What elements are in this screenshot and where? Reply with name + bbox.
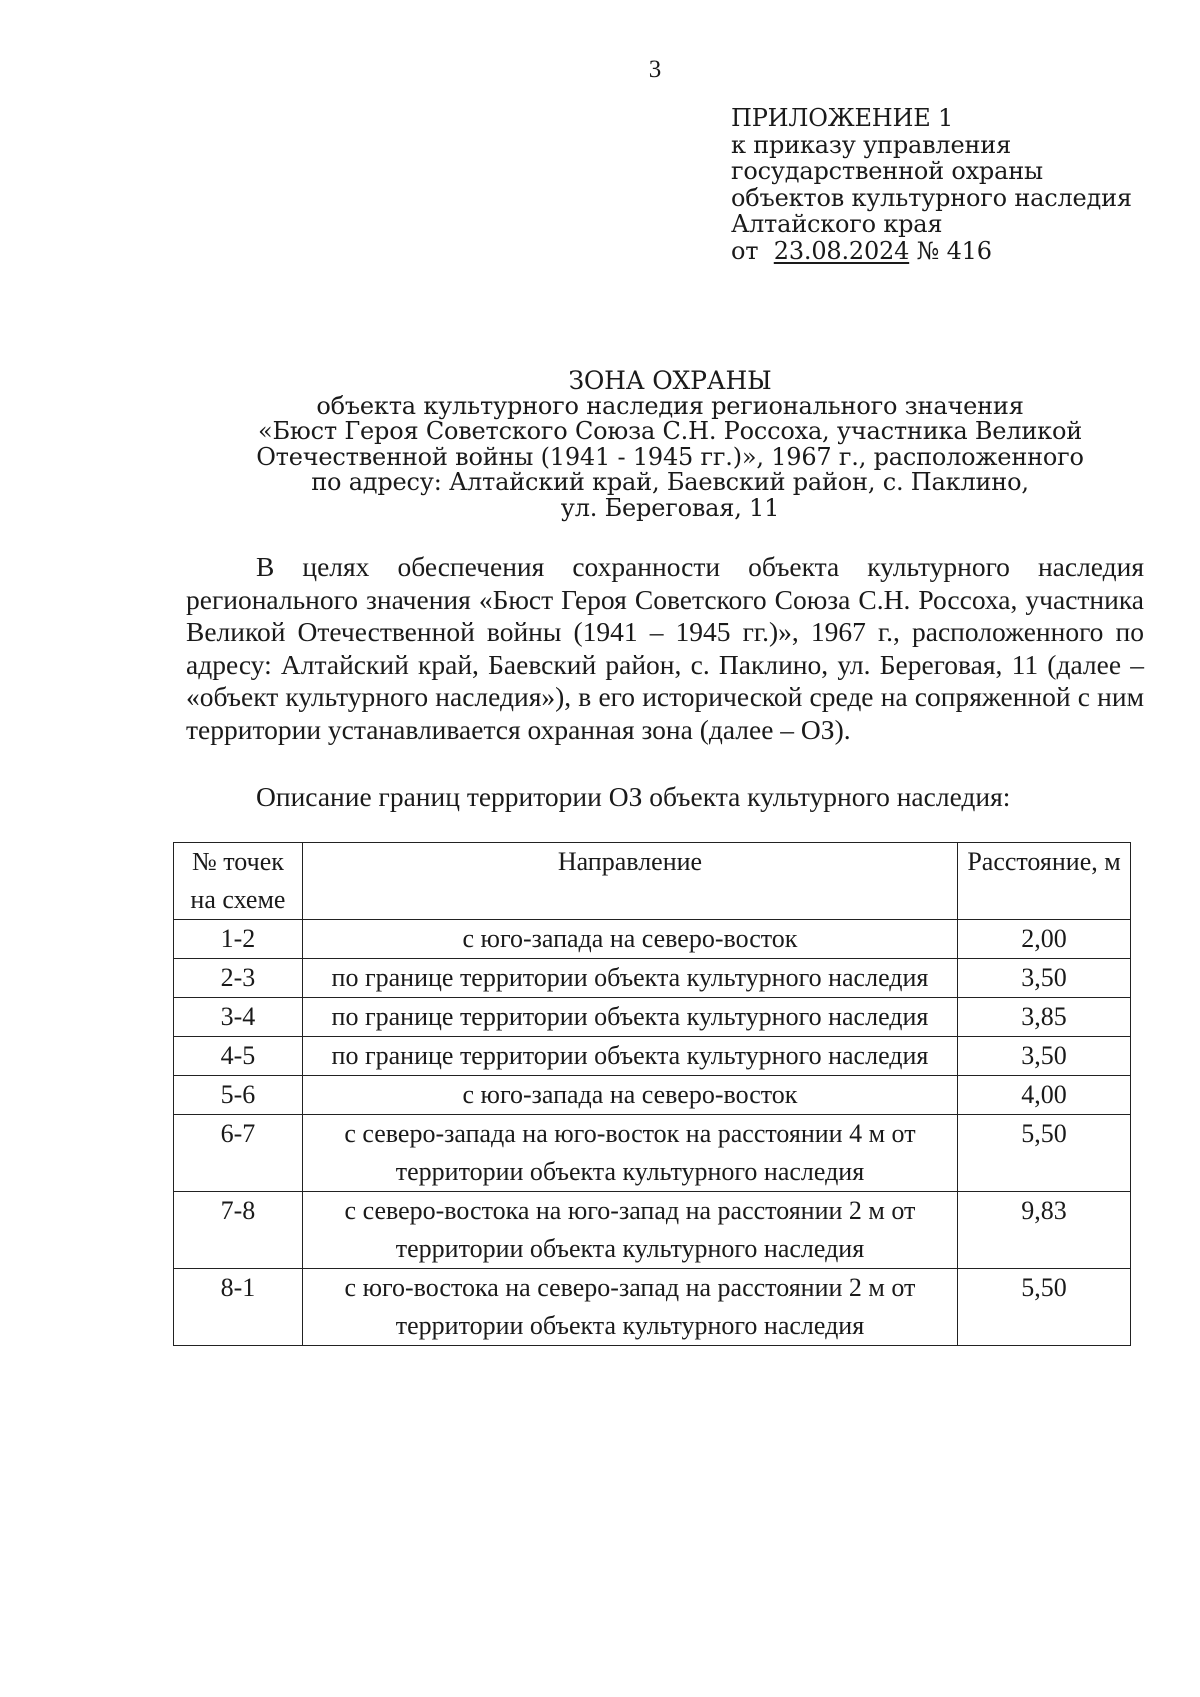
heading-line: «Бюст Героя Советского Союза С.Н. Россоха, участника Великой xyxy=(257,417,1082,445)
table-row xyxy=(174,1037,1131,1076)
document-heading xyxy=(250,368,1090,521)
table-row xyxy=(174,998,1131,1037)
cell-points: 6-7 xyxy=(174,1115,303,1192)
appendix-title: ПРИЛОЖЕНИЕ 1 xyxy=(731,104,954,132)
page-number: 3 xyxy=(648,56,662,83)
appendix-date-line xyxy=(731,238,1132,265)
date-prefix: от xyxy=(731,236,759,265)
cell-distance: 3,85 xyxy=(958,998,1131,1037)
cell-points: 3-4 xyxy=(174,998,303,1037)
cell-distance: 9,83 xyxy=(958,1192,1131,1269)
cell-direction: с юго-востока на северо-запад на расстоянии 2 м от территории объекта культурного наследия xyxy=(302,1269,957,1346)
body-paragraph: В целях обеспечения сохранности объекта культурного наследия регионального значения «Бюст Героя Советского Союза С.Н. Россоха, участника Великой Отечественной войны (1941 – 1945 гг.)», 1967 г., расположенного по адресу: Алтайский край, Баевский район, с. Паклино, ул. Береговая, 11 (далее – «объект культурного наследия»), в его исторической среде на сопряженной с ним территории устанавливается охранная зона (далее – ОЗ). xyxy=(186,551,1144,745)
boundary-table xyxy=(173,842,1131,1346)
cell-points: 4-5 xyxy=(174,1037,303,1076)
order-number: № 416 xyxy=(916,236,992,265)
cell-direction: с юго-запада на северо-восток xyxy=(302,1076,957,1115)
heading-line: по адресу: Алтайский край, Баевский район, с. Паклино, xyxy=(311,468,1029,496)
cell-points: 7-8 xyxy=(174,1192,303,1269)
cell-distance: 2,00 xyxy=(958,920,1131,959)
appendix-line: государственной охраны xyxy=(731,157,1043,185)
heading-line: объекта культурного наследия регионального значения xyxy=(316,391,1024,420)
cell-points: 1-2 xyxy=(174,920,303,959)
appendix-line: Алтайского края xyxy=(731,210,943,238)
cell-points: 5-6 xyxy=(174,1076,303,1115)
heading-title: ЗОНА ОХРАНЫ xyxy=(568,366,772,395)
cell-direction: с юго-запада на северо-восток xyxy=(302,920,957,959)
table-row xyxy=(174,1115,1131,1192)
table-caption: Описание границ территории ОЗ объекта культурного наследия: xyxy=(256,781,1011,812)
table-row xyxy=(174,959,1131,998)
appendix-line: к приказу управления xyxy=(731,130,1012,159)
heading-line: Отечественной войны (1941 - 1945 гг.)», 1967 г., расположенного xyxy=(256,442,1084,471)
cell-points: 2-3 xyxy=(174,959,303,998)
column-header-points: № точек на схеме xyxy=(174,843,303,920)
table-row xyxy=(174,920,1131,959)
table-row xyxy=(174,1192,1131,1269)
table-row xyxy=(174,1076,1131,1115)
cell-direction: с северо-запада на юго-восток на расстоянии 4 м от территории объекта культурного наследия xyxy=(302,1115,957,1192)
cell-direction: с северо-востока на юго-запад на расстоянии 2 м от территории объекта культурного наследия xyxy=(302,1192,957,1269)
cell-distance: 5,50 xyxy=(958,1115,1131,1192)
column-header-distance: Расстояние, м xyxy=(958,843,1131,920)
cell-direction: по границе территории объекта культурного наследия xyxy=(302,959,957,998)
table-header-row xyxy=(174,843,1131,920)
cell-distance: 3,50 xyxy=(958,1037,1131,1076)
cell-direction: по границе территории объекта культурного наследия xyxy=(302,1037,957,1076)
heading-line: ул. Береговая, 11 xyxy=(560,493,780,522)
table-row xyxy=(174,1269,1131,1346)
appendix-line: объектов культурного наследия xyxy=(731,183,1132,212)
cell-direction: по границе территории объекта культурного наследия xyxy=(302,998,957,1037)
cell-distance: 4,00 xyxy=(958,1076,1131,1115)
cell-distance: 5,50 xyxy=(958,1269,1131,1346)
cell-distance: 3,50 xyxy=(958,959,1131,998)
column-header-direction: Направление xyxy=(302,843,957,920)
appendix-block xyxy=(731,105,1132,264)
order-date: 23.08.2024 xyxy=(773,236,910,265)
cell-points: 8-1 xyxy=(174,1269,303,1346)
